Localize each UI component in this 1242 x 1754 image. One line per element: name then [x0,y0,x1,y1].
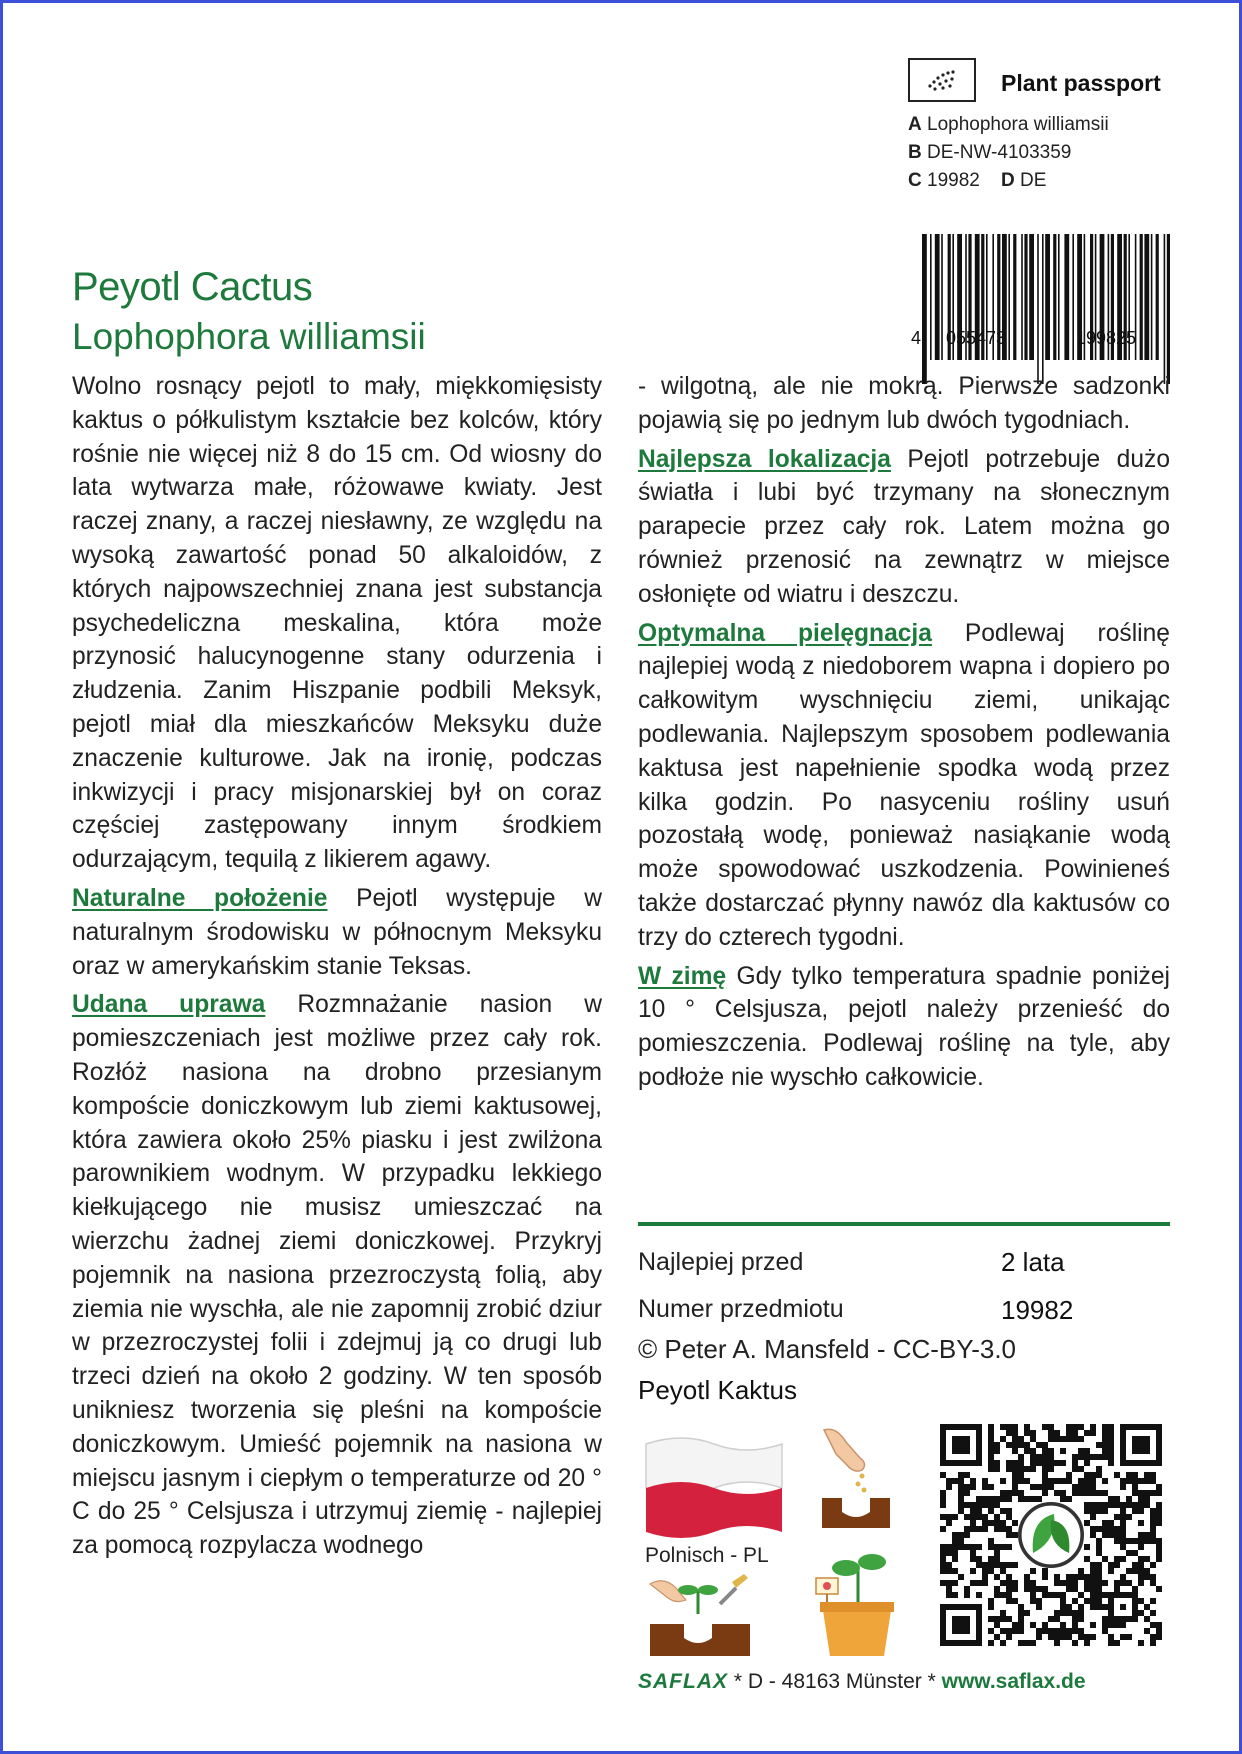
winter-section [638,960,1170,1095]
intro-paragraph: Wolno rosnący pejotl to mały, miękkomięsisty kaktus o półkulistym kształcie bez kolców, który rośnie nie więcej niż 8 do 15 cm. Od wiosny do lata wytwarza małe, różowawe kwiaty. Jest raczej znany, a raczej niesławny, ze względu na wysoką zawartość ponad 50 alkaloidów, z których najpowszechniej znana jest substancja psychedeliczna meskalina, która może przynosić halucynogenne stany odurzenia i złudzenia. Zanim Hiszpanie podbili Meksyk, pejotl miał dla mieszkańców Meksyku duże znaczenie kulturowe. Jak na ironię, podczas inkwizycji i pracy misjonarskiej był on coraz częściej zastępowany innym środkiem odurzającym, tequilą z likierem agawy. [72,373,602,874]
transplanting-icon [646,1570,756,1660]
photo-credit: © Peter A. Mansfeld - CC-BY-3.0 [638,1334,1017,1364]
footer-address: * D - 48163 Münster * [728,1670,942,1693]
left-column [72,370,602,1568]
location-section [638,443,1170,612]
grow-continuation: - wilgotną, ale nie mokrą. Pierwsze sadzonki pojawią się po jednym lub dwóch tygodniach. [638,373,1170,434]
barcode [910,234,1174,390]
winter-text: Gdy tylko temperatura spadnie poniżej 10 ° Celsjusza, pejotl należy przenieść do pomieszczenia. Podlewaj roślinę na tyle, aby podłoże nie wyschło całkowicie. [638,962,1170,1091]
item-number-value: 19982 [1001,1295,1074,1325]
location-text: Pejotl potrzebuje dużo światła i lubi być trzymany na słonecznym parapecie przez cały rok. Latem można go również przenosić na zewnątrz w miejsce osłonięte od wiatru i deszczu. [638,445,1170,608]
best-before-label: Najlepiej przed [638,1248,804,1276]
passport-line-cd: C 19982 D DE [908,170,1047,191]
website-link[interactable]: www.saflax.de [941,1670,1086,1693]
barcode-digits-2: 055473 [946,328,1007,348]
language-label: Polnisch - PL [645,1544,769,1567]
passport-title: Plant passport [1001,70,1161,96]
polish-flag-icon [642,1434,786,1540]
care-heading: Optymalna pielęgnacja [638,619,932,647]
brand-logo-text: SAFLAX [638,1670,728,1693]
product-name: Peyotl Kaktus [638,1375,797,1405]
item-number-label: Numer przedmiotu [638,1295,844,1323]
footer [638,1670,1086,1694]
care-section [638,617,1170,955]
potted-seedling-icon [806,1546,906,1658]
grow-text: Rozmnażanie nasion w pomieszczeniach jest możliwe przez cały rok. Rozłóż nasiona na drobno przesianym kompoście doniczkowym lub ziemi kaktusowej, która zawiera około 25% piasku i jest zwilżona parownikiem wodnym. W przypadku lekkiego kiełkującego nie musisz umieszczać na wierzchu żadnej ziemi doniczkowej. Przykryj pojemnik na nasiona przezroczystą folią, aby ziemia nie wyschła, ale nie zapomnij zrobić dziur w przezroczystej folii i zdejmuj ją co drugi lub trzeci dzień na około 2 godziny. W ten sposób unikniesz tworzenia się pleśni na kompoście doniczkowym. Umieść pojemnik na nasiona w miejscu jasnym i ciepłym o temperaturze od 20 ° C do 25 ° Celsjusza i utrzymuj ziemię - najlepiej za pomocą rozpylacza wodnego [72,991,602,1560]
info-divider [638,1222,1170,1226]
right-column [638,370,1170,1100]
qr-code [940,1424,1162,1646]
sowing-seeds-icon [816,1424,896,1534]
passport-line-a: A Lophophora williamsii [908,114,1109,135]
best-before-value: 2 lata [1001,1247,1065,1277]
grow-section [72,988,602,1563]
eu-organic-logo [908,58,976,102]
natural-text: Pejotl występuje w naturalnym środowisku w północnym Meksyku oraz w amerykańskim stanie Teksas. [72,884,602,980]
grow-heading: Udana uprawa [72,991,266,1019]
care-text: Podlewaj roślinę najlepiej wodą z niedoborem wapna i dopiero po całkowitym wyschnięciu ziemi, unikając podlewania. Najlepszym sposobem podlewania kaktusa jest napełnienie spodka wodą przez kilka godzin. Po nasyceniu rośliny usuń pozostałą wodę, ponieważ nasiąkanie wodą może spowodować uszkodzenia. Powinieneś także dostarczać płynny nawóz dla kaktusów co trzy do czterech tygodni. [638,619,1170,951]
natural-section [72,882,602,983]
natural-heading: Naturalne położenie [72,884,328,912]
latin-name: Lophophora williamsii [72,316,426,357]
winter-heading: W zimę [638,962,727,990]
product-title: Peyotl Cactus [72,265,313,309]
barcode-digits-3: 199825 [1076,328,1137,348]
location-heading: Najlepsza lokalizacja [638,445,891,473]
barcode-digit-1: 4 [911,328,922,348]
passport-line-b: B DE-NW-4103359 [908,142,1072,163]
